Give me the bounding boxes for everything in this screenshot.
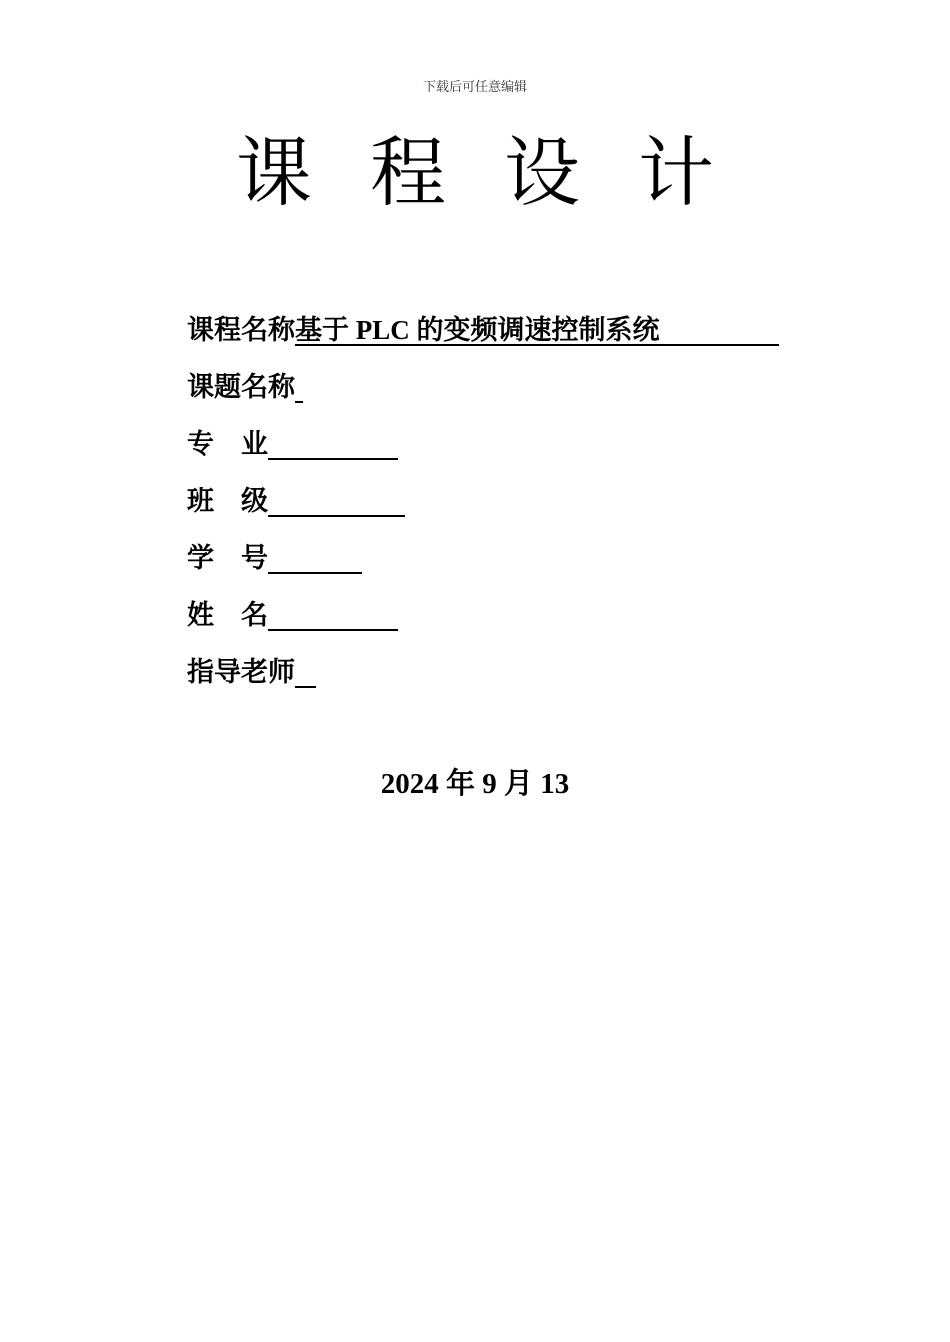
field-value-name <box>268 595 398 631</box>
field-label-course-name: 课程名称 <box>187 315 295 345</box>
field-label-major: 专 业 <box>187 429 268 459</box>
field-label-topic-name: 课题名称 <box>187 372 295 402</box>
field-label-name: 姓 名 <box>187 600 268 630</box>
field-value-course-name: 基于 PLC 的变频调速控制系统 <box>295 310 779 346</box>
field-value-major <box>268 424 398 460</box>
field-course-name <box>187 310 807 367</box>
field-value-topic-name <box>295 367 303 403</box>
cover-fields <box>187 310 807 709</box>
field-label-advisor: 指导老师 <box>187 657 295 687</box>
field-label-class: 班 级 <box>187 486 268 516</box>
field-value-advisor <box>295 652 316 688</box>
field-value-student-id <box>268 538 362 574</box>
header-note: 下载后可任意编辑 <box>422 80 527 95</box>
field-student-id <box>187 538 807 595</box>
field-value-class <box>268 481 405 517</box>
document-title: 课程设计 <box>236 128 772 217</box>
field-advisor <box>187 652 807 709</box>
document-date: 2024 年 9 月 13 <box>380 768 570 800</box>
field-name <box>187 595 807 652</box>
field-topic-name <box>187 367 807 424</box>
field-major <box>187 424 807 481</box>
field-class <box>187 481 807 538</box>
field-label-student-id: 学 号 <box>187 543 268 573</box>
